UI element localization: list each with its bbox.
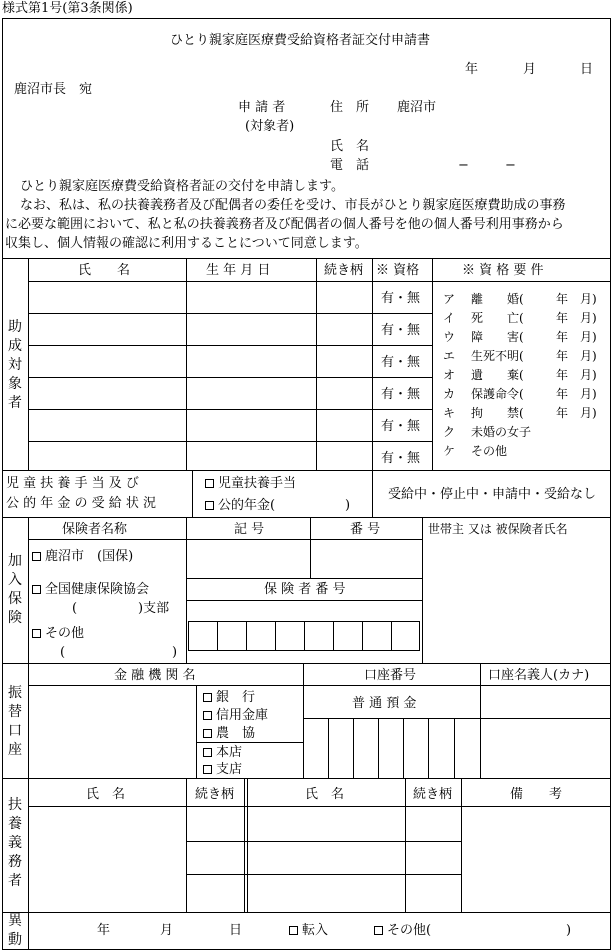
insurance-section-label: 加 入 保 険 xyxy=(8,553,22,626)
rule xyxy=(403,718,404,778)
rule xyxy=(2,258,611,259)
rule xyxy=(304,621,305,651)
insurer-name-header: 保険者名称 xyxy=(62,522,128,537)
qualification-row-2[interactable]: 有・無 xyxy=(381,323,421,338)
account-holder-header: 口座名義人(カナ) xyxy=(488,668,590,683)
rule xyxy=(196,742,303,743)
branch-type-main[interactable]: 本店 xyxy=(203,746,242,759)
rule xyxy=(186,578,422,579)
checkbox-icon[interactable] xyxy=(32,629,41,638)
rule xyxy=(186,778,187,912)
household-head-header: 世帯主 又は 被保険者氏名 xyxy=(428,522,568,536)
rule xyxy=(391,621,392,651)
address-value: 鹿沼市 xyxy=(397,100,437,115)
req-code: エ xyxy=(443,349,456,363)
qualification-row-1[interactable]: 有・無 xyxy=(381,291,421,306)
insurer-option-kyokai[interactable]: 全国健康保険協会 xyxy=(32,583,149,596)
rule xyxy=(186,258,187,470)
target-person-label: (対象者) xyxy=(245,119,295,134)
rule xyxy=(333,621,334,651)
statement-consent-line-1: なお、私は、私の扶養義務者及び配偶者の委任を受け、市長がひとり親家庭医療費助成の事務 xyxy=(20,198,566,213)
rule xyxy=(2,778,611,779)
rule xyxy=(432,281,611,282)
branch-open-paren: ( xyxy=(72,601,78,616)
subsidy-section-label: 助 成 対 象 者 xyxy=(8,319,22,411)
remarks-header: 備 考 xyxy=(510,787,563,802)
allowance-label-line-1: 児 童 扶 養 手 当 及 び xyxy=(6,476,139,491)
rule xyxy=(192,470,193,517)
rule xyxy=(372,470,373,517)
other-close-paren: ) xyxy=(172,645,178,660)
req-tail: 年 月) xyxy=(556,330,597,344)
qualification-row-6[interactable]: 有・無 xyxy=(381,451,421,466)
rule xyxy=(362,621,363,651)
bank-type-bank[interactable]: 銀 行 xyxy=(203,691,255,704)
applicant-label: 申 請 者 xyxy=(238,100,286,115)
rule xyxy=(186,874,461,875)
qualification-row-4[interactable]: 有・無 xyxy=(381,387,421,402)
insurer-number-header: 保 険 者 番 号 xyxy=(264,582,346,597)
req-tail: 年 月) xyxy=(556,311,597,325)
date-year-label: 年 xyxy=(465,62,479,77)
subsidy-requirements-header: ※ 資 格 要 件 xyxy=(462,263,544,278)
checkbox-icon[interactable] xyxy=(203,729,212,738)
rule xyxy=(310,517,311,578)
change-other-close-paren: ) xyxy=(566,923,572,938)
rule xyxy=(28,313,432,314)
checkbox-icon[interactable] xyxy=(203,748,212,757)
req-text: 拘 禁( xyxy=(471,406,524,420)
req-code: ア xyxy=(443,292,456,306)
req-text: 死 亡( xyxy=(471,311,524,325)
address-label: 住 所 xyxy=(330,100,370,115)
req-text: 保護命令( xyxy=(471,387,524,401)
rule xyxy=(28,778,29,912)
subsidy-qualification-header: ※ 資格 xyxy=(376,263,420,278)
number-header: 番 号 xyxy=(350,522,381,537)
change-option-other[interactable]: その他( xyxy=(374,924,431,937)
rule xyxy=(2,663,611,664)
checkbox-icon[interactable] xyxy=(32,585,41,594)
bank-type-shinkin[interactable]: 信用金庫 xyxy=(203,709,268,722)
req-tail: 年 月) xyxy=(556,349,597,363)
branch-type-branch[interactable]: 支店 xyxy=(203,763,242,776)
checkbox-icon[interactable] xyxy=(203,765,212,774)
req-code: オ xyxy=(443,368,456,382)
rule xyxy=(28,258,29,470)
req-text: 遺 棄( xyxy=(471,368,524,382)
rule xyxy=(28,377,432,378)
rule xyxy=(28,539,422,540)
checkbox-icon[interactable] xyxy=(289,926,298,935)
checkbox-icon[interactable] xyxy=(32,552,41,561)
rule xyxy=(28,806,611,807)
rule xyxy=(275,621,276,651)
date-day-label: 日 xyxy=(580,62,594,77)
qualification-row-5[interactable]: 有・無 xyxy=(381,419,421,434)
rule xyxy=(196,685,197,778)
rule xyxy=(244,778,245,912)
req-tail: 年 月) xyxy=(556,406,597,420)
change-option-move-in[interactable]: 転入 xyxy=(289,924,328,937)
dependent-relation-header-2: 続き柄 xyxy=(413,787,453,802)
rule xyxy=(28,345,432,346)
checkbox-icon[interactable] xyxy=(203,693,212,702)
rule xyxy=(246,621,247,651)
symbol-header: 記 号 xyxy=(234,522,265,537)
rule xyxy=(316,258,317,470)
allowance-option-pension[interactable]: 公的年金( xyxy=(205,499,275,512)
req-text: 生死不明( xyxy=(471,349,524,363)
institution-header: 金 融 機 関 名 xyxy=(114,668,196,683)
change-month-label: 月 xyxy=(160,923,174,938)
account-number-header: 口座番号 xyxy=(364,668,417,683)
rule xyxy=(28,685,611,686)
name-label: 氏 名 xyxy=(330,139,370,154)
rule xyxy=(405,778,406,912)
req-code: イ xyxy=(443,311,456,325)
rule xyxy=(422,517,423,663)
dependent-name-header-1: 氏 名 xyxy=(86,787,126,802)
change-section-label: 異 動 xyxy=(8,913,22,948)
allowance-label-line-2: 公 的 年 金 の 受 給 状 況 xyxy=(6,496,157,511)
checkbox-icon[interactable] xyxy=(374,926,383,935)
req-text: その他 xyxy=(471,444,508,458)
rule xyxy=(2,912,611,913)
change-year-label: 年 xyxy=(97,923,111,938)
req-tail: 年 月) xyxy=(556,292,597,306)
rule xyxy=(28,441,432,442)
phone-separator-1: − xyxy=(458,158,469,173)
req-text: 未婚の女子 xyxy=(471,425,532,439)
req-code: ウ xyxy=(443,330,456,344)
dependents-section-label: 扶 養 義 務 者 xyxy=(8,797,22,889)
rule xyxy=(480,663,481,778)
addressee: 鹿沼市長 宛 xyxy=(14,82,93,97)
rule xyxy=(28,281,432,282)
req-code: カ xyxy=(443,387,456,401)
rule xyxy=(303,663,304,778)
allowance-status[interactable]: 受給中・停止中・申請中・受給なし xyxy=(388,487,597,502)
account-type: 普 通 預 金 xyxy=(352,696,417,711)
rule xyxy=(328,718,329,778)
rule xyxy=(28,663,29,778)
insurer-option-kanuma[interactable]: 鹿沼市 (国保) xyxy=(32,550,133,563)
bank-type-nokyo[interactable]: 農 協 xyxy=(203,727,255,740)
req-code: ク xyxy=(443,425,456,439)
subsidy-birth-header: 生 年 月 日 xyxy=(206,263,271,278)
phone-separator-2: − xyxy=(505,158,516,173)
rule xyxy=(378,718,379,778)
insurer-option-other[interactable]: その他 xyxy=(32,627,84,640)
checkbox-icon[interactable] xyxy=(205,501,214,510)
rule xyxy=(28,409,432,410)
req-code: ケ xyxy=(443,444,456,458)
subsidy-relation-header: 続き柄 xyxy=(324,263,364,278)
rule xyxy=(186,841,461,842)
req-code: キ xyxy=(443,406,456,420)
statement-apply: ひとり親家庭医療費受給資格者証の交付を申請します。 xyxy=(20,179,344,194)
form-number: 様式第1号(第3条関係) xyxy=(2,1,133,16)
rule xyxy=(353,718,354,778)
rule xyxy=(2,470,611,471)
rule xyxy=(454,718,455,778)
phone-label: 電 話 xyxy=(330,158,370,173)
checkbox-icon[interactable] xyxy=(203,711,212,720)
statement-consent-line-2: に必要な範囲において、私と私の扶養義務者及び配偶者の個人番号を他の個人番号利用事務から xyxy=(5,217,564,232)
rule xyxy=(28,912,29,950)
rule xyxy=(461,778,462,912)
change-day-label: 日 xyxy=(229,923,243,938)
bank-section-label: 振 替 口 座 xyxy=(8,685,22,758)
req-tail: 年 月) xyxy=(556,368,597,382)
branch-close-label: )支部 xyxy=(138,601,170,616)
dependent-relation-header-1: 続き柄 xyxy=(195,787,235,802)
date-month-label: 月 xyxy=(523,62,537,77)
req-text: 離 婚( xyxy=(471,292,524,306)
rule xyxy=(372,258,373,470)
req-tail: 年 月) xyxy=(556,387,597,401)
rule xyxy=(432,258,433,470)
allowance-pension-close: ) xyxy=(345,498,351,513)
form-title: ひとり親家庭医療費受給資格者証交付申請書 xyxy=(170,33,431,48)
allowance-option-child[interactable]: 児童扶養手当 xyxy=(205,477,296,490)
req-text: 障 害( xyxy=(471,330,524,344)
other-open-paren: ( xyxy=(60,645,66,660)
subsidy-name-header: 氏 名 xyxy=(78,263,131,278)
statement-consent-line-3: 収集し、個人情報の確認に利用することについて同意します。 xyxy=(5,236,368,251)
rule xyxy=(480,718,611,719)
checkbox-icon[interactable] xyxy=(205,479,214,488)
rule xyxy=(186,600,422,601)
dependent-name-header-2: 氏 名 xyxy=(305,787,345,802)
rule xyxy=(2,517,611,518)
rule xyxy=(428,718,429,778)
rule xyxy=(217,621,218,651)
rule xyxy=(247,778,248,912)
qualification-row-3[interactable]: 有・無 xyxy=(381,355,421,370)
